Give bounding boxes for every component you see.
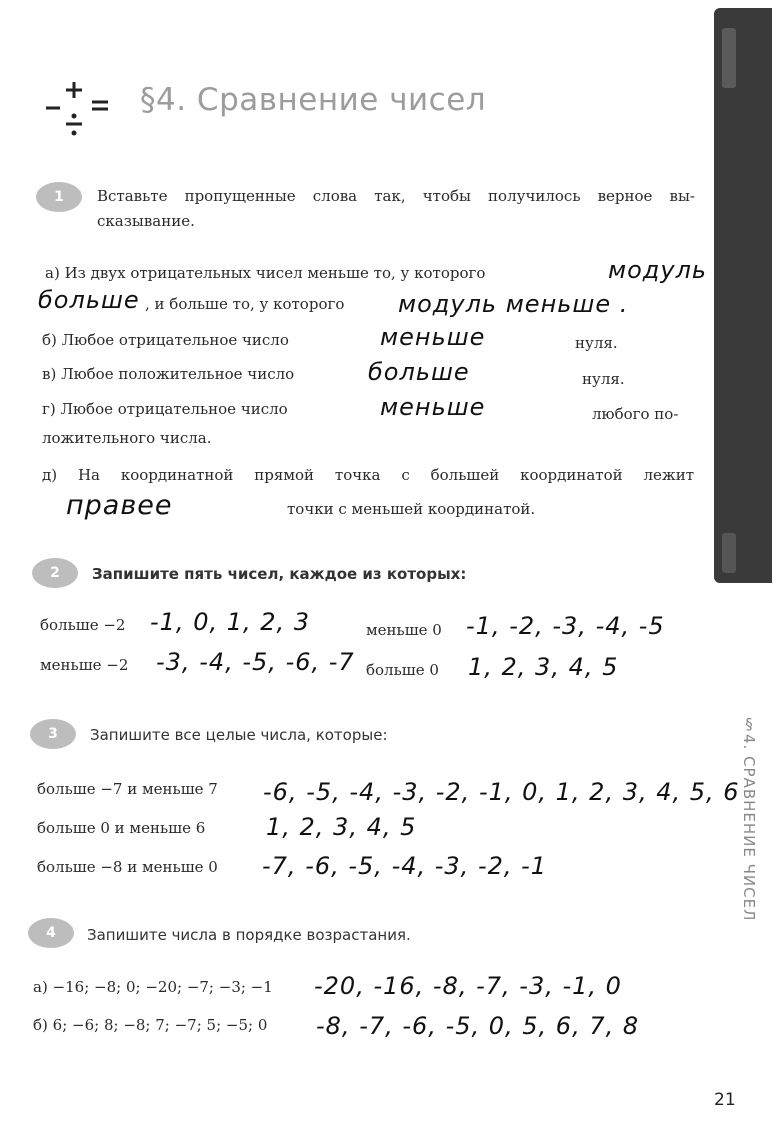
page-title: §4. Сравнение чисел (140, 82, 487, 118)
task-badge-2: 2 (32, 558, 78, 588)
task1-v-answer: больше (368, 358, 470, 386)
task1-d-line1: д) На координатной прямой точка с большей координатой лежит (42, 466, 694, 484)
task-badge-1: 1 (36, 182, 82, 212)
task1-g-end: любого по- (592, 405, 679, 423)
task3-instruction: Запишите все целые числа, которые: (90, 726, 388, 744)
task1-b-answer: меньше (380, 323, 486, 351)
task2-instruction: Запишите пять чисел, каждое из которых: (92, 565, 467, 583)
task4-answer-b: -8, -7, -6, -5, 0, 5, 6, 7, 8 (316, 1012, 640, 1040)
task1-g-line2: ложительного числа. (42, 429, 212, 447)
task-badge-4: 4 (28, 918, 74, 948)
task2-label-1: больше −2 (40, 616, 126, 634)
task1-v-end: нуля. (582, 370, 625, 388)
task2-answer-3: -3, -4, -5, -6, -7 (156, 648, 355, 676)
task-badge-3: 3 (30, 719, 76, 749)
task1-instruction-line1: Вставьте пропущенные слова так, чтобы получилось верное вы- (97, 187, 695, 205)
task4-label-b: б) 6; −6; 8; −8; 7; −7; 5; −5; 0 (33, 1016, 268, 1034)
sidebar-chapter-label: §4. СРАВНЕНИЕ ЧИСЕЛ (740, 715, 758, 922)
task1-a-line1: а) Из двух отрицательных чисел меньше то, у которого (45, 264, 486, 282)
task1-d-answer: правее (66, 490, 173, 521)
task1-a-answer2: модуль меньше . (398, 290, 629, 318)
task1-g-line1: г) Любое отрицательное число (42, 400, 288, 418)
task1-d-line2: точки с меньшей координатой. (287, 500, 536, 518)
task3-answer-2: 1, 2, 3, 4, 5 (266, 813, 417, 841)
task2-answer-2: -1, -2, -3, -4, -5 (466, 612, 665, 640)
task2-answer-1: -1, 0, 1, 2, 3 (150, 608, 311, 636)
task1-b-end: нуля. (575, 334, 618, 352)
task4-answer-a: -20, -16, -8, -7, -3, -1, 0 (314, 972, 622, 1000)
task4-label-a: а) −16; −8; 0; −20; −7; −3; −1 (33, 978, 273, 996)
arithmetic-operations-icon (42, 78, 118, 150)
task1-a-line2: , и больше то, у которого (145, 295, 345, 313)
sidebar-tab (714, 8, 772, 583)
task1-a-answer1-part1: модуль (608, 256, 708, 284)
task3-answer-3: -7, -6, -5, -4, -3, -2, -1 (262, 852, 548, 880)
task2-label-4: больше 0 (366, 661, 439, 679)
task1-a-answer1-part2: больше (38, 286, 140, 314)
task1-instruction-line2: сказывание. (97, 212, 195, 230)
task2-label-3: меньше −2 (40, 656, 129, 674)
task3-label-1: больше −7 и меньше 7 (37, 780, 218, 798)
task4-instruction: Запишите числа в порядке возрастания. (87, 926, 411, 944)
task3-label-2: больше 0 и меньше 6 (37, 819, 206, 837)
task1-g-answer: меньше (380, 393, 486, 421)
page-number: 21 (714, 1090, 736, 1110)
task1-v-text: в) Любое положительное число (42, 365, 295, 383)
task2-answer-4: 1, 2, 3, 4, 5 (468, 653, 619, 681)
task1-b-text: б) Любое отрицательное число (42, 331, 289, 349)
task3-label-3: больше −8 и меньше 0 (37, 858, 218, 876)
task2-label-2: меньше 0 (366, 621, 442, 639)
task1-instruction (97, 187, 695, 205)
task3-answer-1: -6, -5, -4, -3, -2, -1, 0, 1, 2, 3, 4, 5, 6 (263, 778, 740, 806)
task1-d (42, 466, 694, 484)
